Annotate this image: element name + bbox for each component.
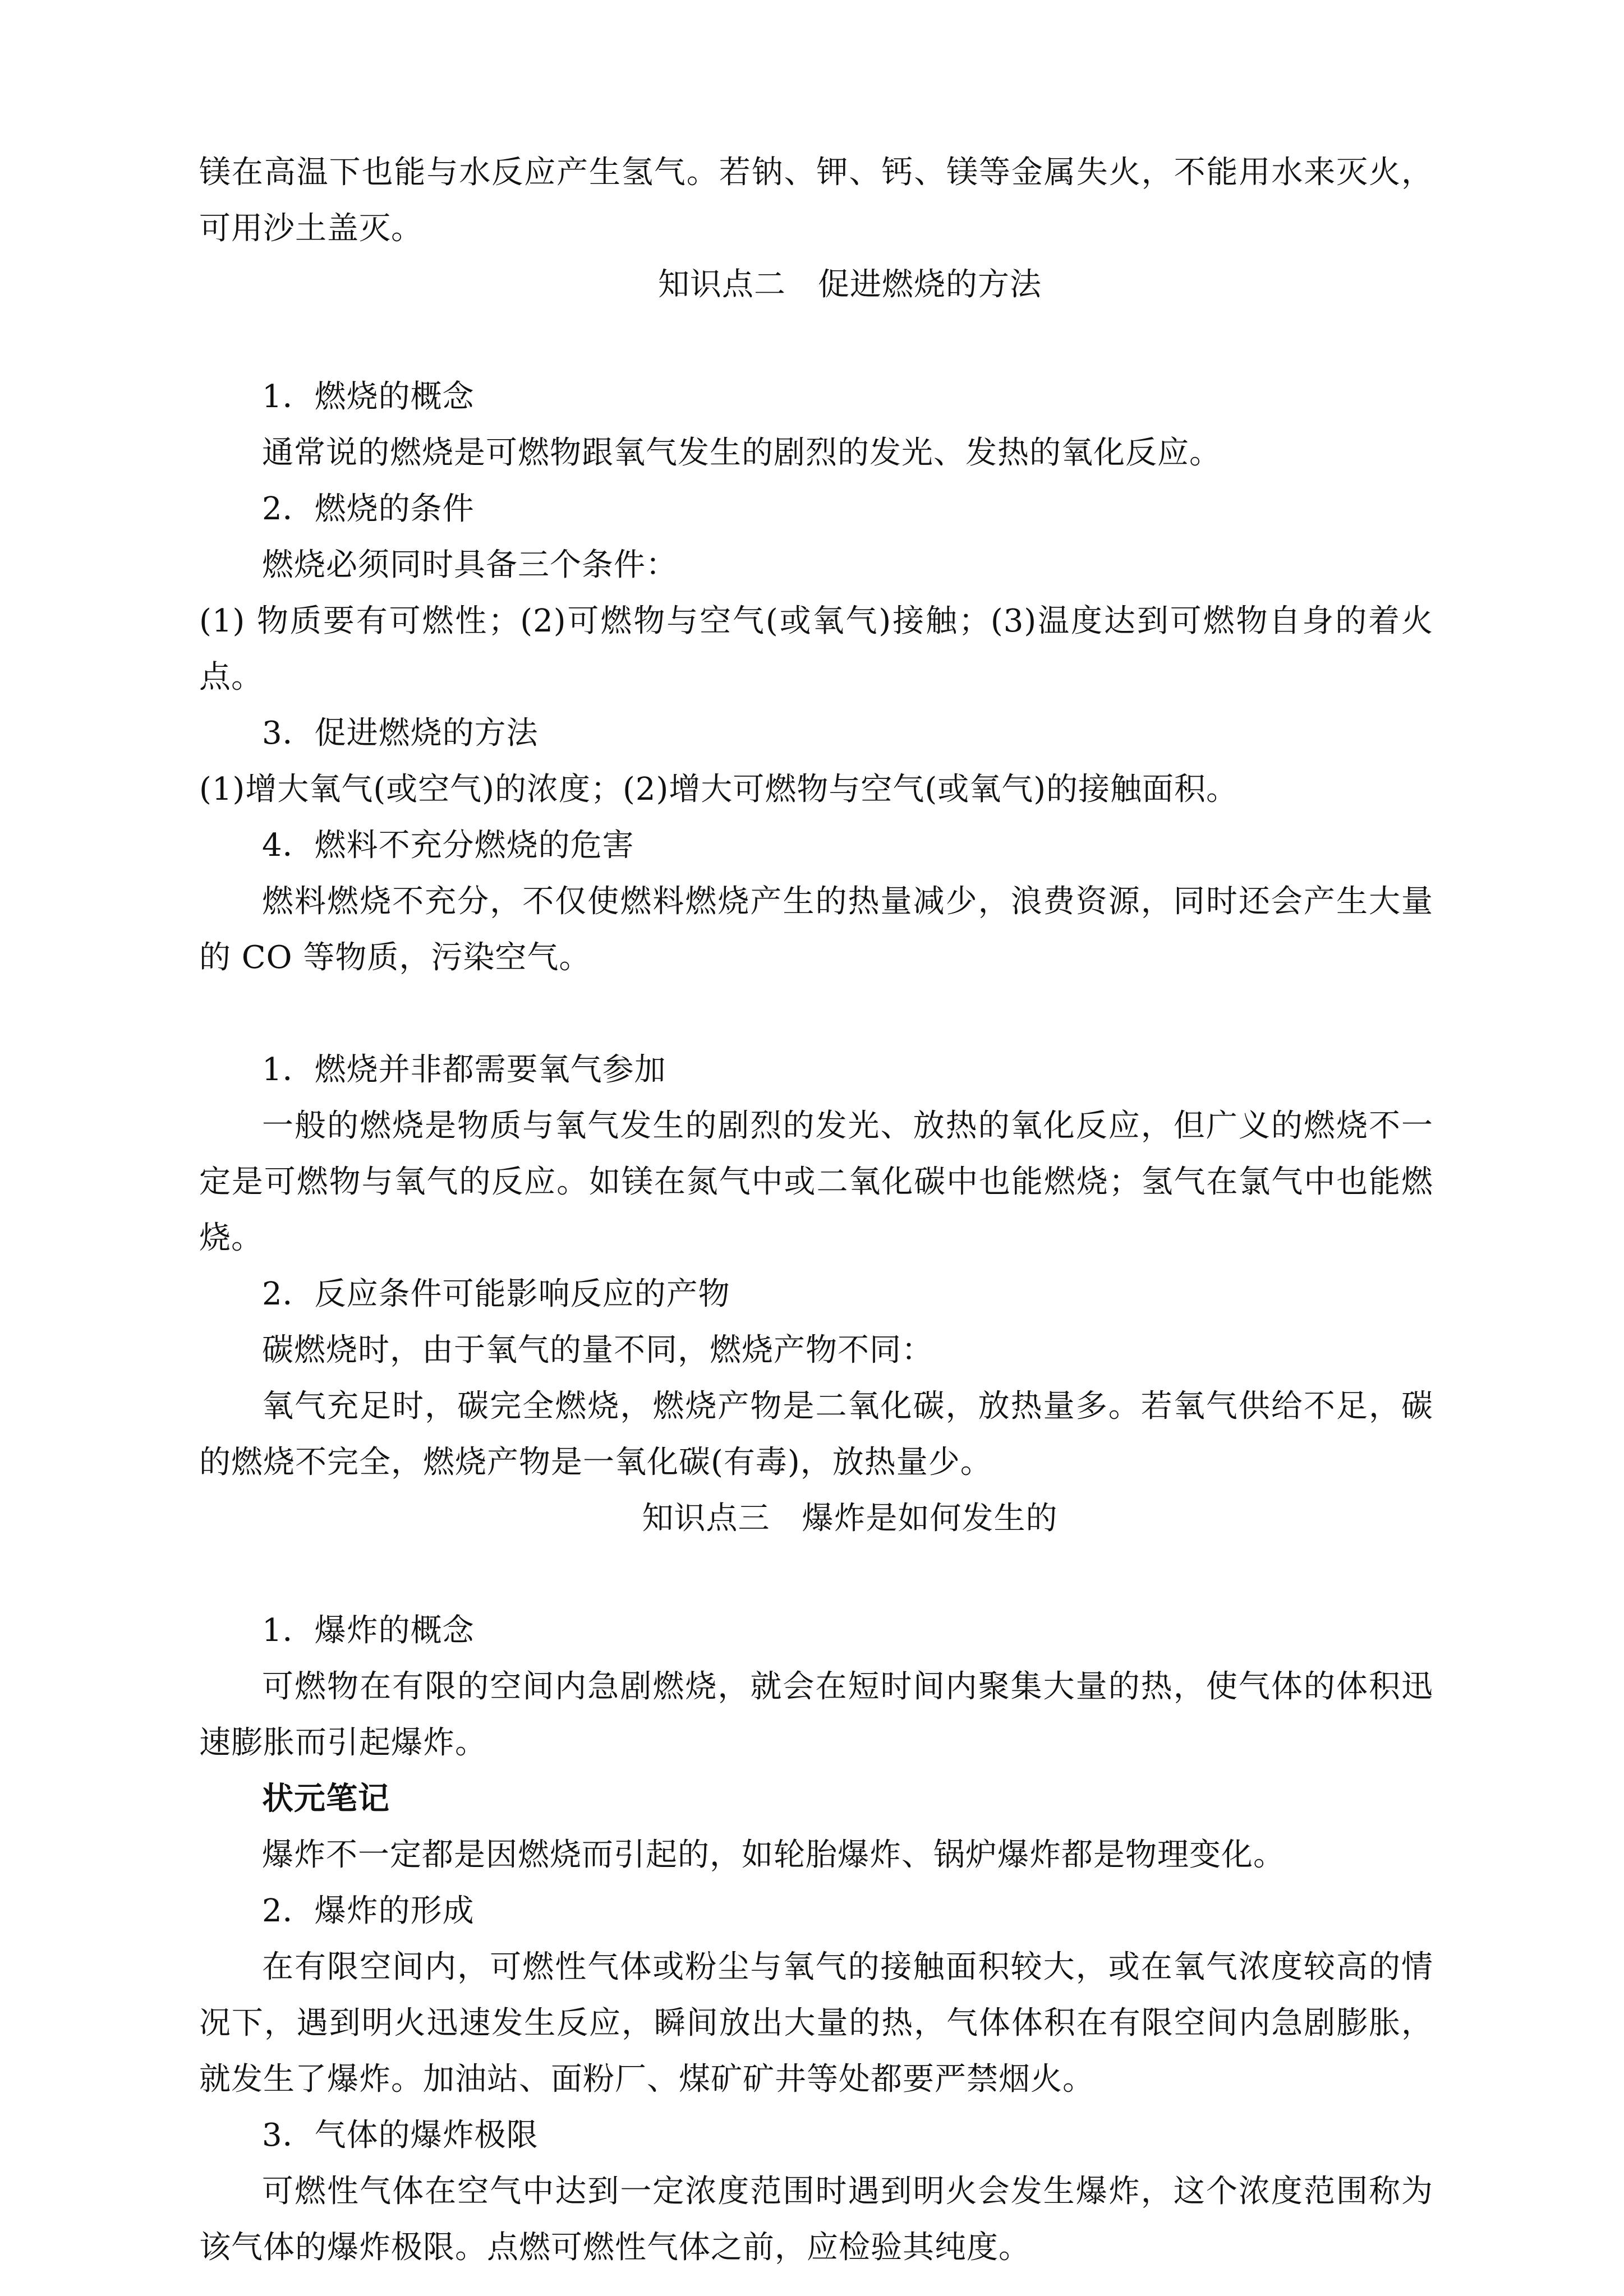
item-text: 在有限空间内，可燃性气体或粉尘与氧气的接触面积较大，或在氧气浓度较高的情况下，遇到明火迅速发生反应，瞬间放出大量的热，气体体积在有限空间内急剧膨胀，就发生了爆炸。加油站、面粉厂、煤矿矿井等处都要严禁烟火。 — [199, 1949, 1433, 2097]
item-text: 燃烧必须同时具备三个条件： — [262, 547, 678, 583]
item-text: 一般的燃烧是物质与氧气发生的剧烈的发光、放热的氧化反应，但广义的燃烧不一定是可燃物与氧气的反应。如镁在氮气中或二氧化碳中也能燃烧；氢气在氯气中也能燃烧。 — [199, 1108, 1433, 1256]
note-text: 爆炸不一定都是因燃烧而引起的，如轮胎爆炸、锅炉爆炸都是物理变化。 — [262, 1837, 1285, 1873]
item-title: 3．气体的爆炸极限 — [262, 2117, 539, 2154]
item-text: 燃料燃烧不充分，不仅使燃料燃烧产生的热量减少，浪费资源，同时还会产生大量的 CO 等物质，污染空气。 — [199, 883, 1433, 976]
section-heading: 知识点二 促进燃烧的方法 — [658, 266, 1042, 303]
item-text: 通常说的燃烧是可燃物跟氧气发生的剧烈的发光、发热的氧化反应。 — [262, 435, 1221, 471]
item-text: 可燃性气体在空气中达到一定浓度范围时遇到明火会发生爆炸，这个浓度范围称为该气体的爆炸极限。点燃可燃性气体之前，应检验其纯度。 — [199, 2173, 1433, 2266]
item-title: 1．爆炸的概念 — [262, 1612, 475, 1649]
item-text: (1) 物质要有可燃性；(2)可燃物与空气(或氧气)接触；(3)温度达到可燃物自身的着火点。 — [199, 603, 1433, 695]
item-text: 碳燃烧时，由于氧气的量不同，燃烧产物不同： — [262, 1332, 933, 1368]
item-title: 4．燃料不充分燃烧的危害 — [262, 827, 634, 864]
item-text: 可燃物在有限的空间内急剧燃烧，就会在短时间内聚集大量的热，使气体的体积迅速膨胀而引起爆炸。 — [199, 1668, 1433, 1761]
item-title: 2．燃烧的条件 — [262, 491, 475, 527]
item-title: 2．爆炸的形成 — [262, 1893, 475, 1929]
note-title: 状元笔记 — [262, 1781, 390, 1817]
item-title: 1．燃烧并非都需要氧气参加 — [262, 1052, 666, 1088]
item-title: 2．反应条件可能影响反应的产物 — [262, 1276, 730, 1312]
document-body — [199, 145, 1433, 2276]
section-heading: 知识点三 爆炸是如何发生的 — [642, 1500, 1058, 1537]
item-text: 氧气充足时，碳完全燃烧，燃烧产物是二氧化碳，放热量多。若氧气供给不足，碳的燃烧不完全，燃烧产物是一氧化碳(有毒)，放热量少。 — [199, 1388, 1433, 1481]
item-title: 1．燃烧的概念 — [262, 379, 475, 415]
item-text: (1)增大氧气(或空气)的浓度；(2)增大可燃物与空气(或氧气)的接触面积。 — [199, 771, 1239, 808]
item-title: 3．促进燃烧的方法 — [262, 715, 539, 751]
intro-paragraph: 镁在高温下也能与水反应产生氢气。若钠、钾、钙、镁等金属失火，不能用水来灭火，可用沙土盖灭。 — [199, 154, 1433, 247]
